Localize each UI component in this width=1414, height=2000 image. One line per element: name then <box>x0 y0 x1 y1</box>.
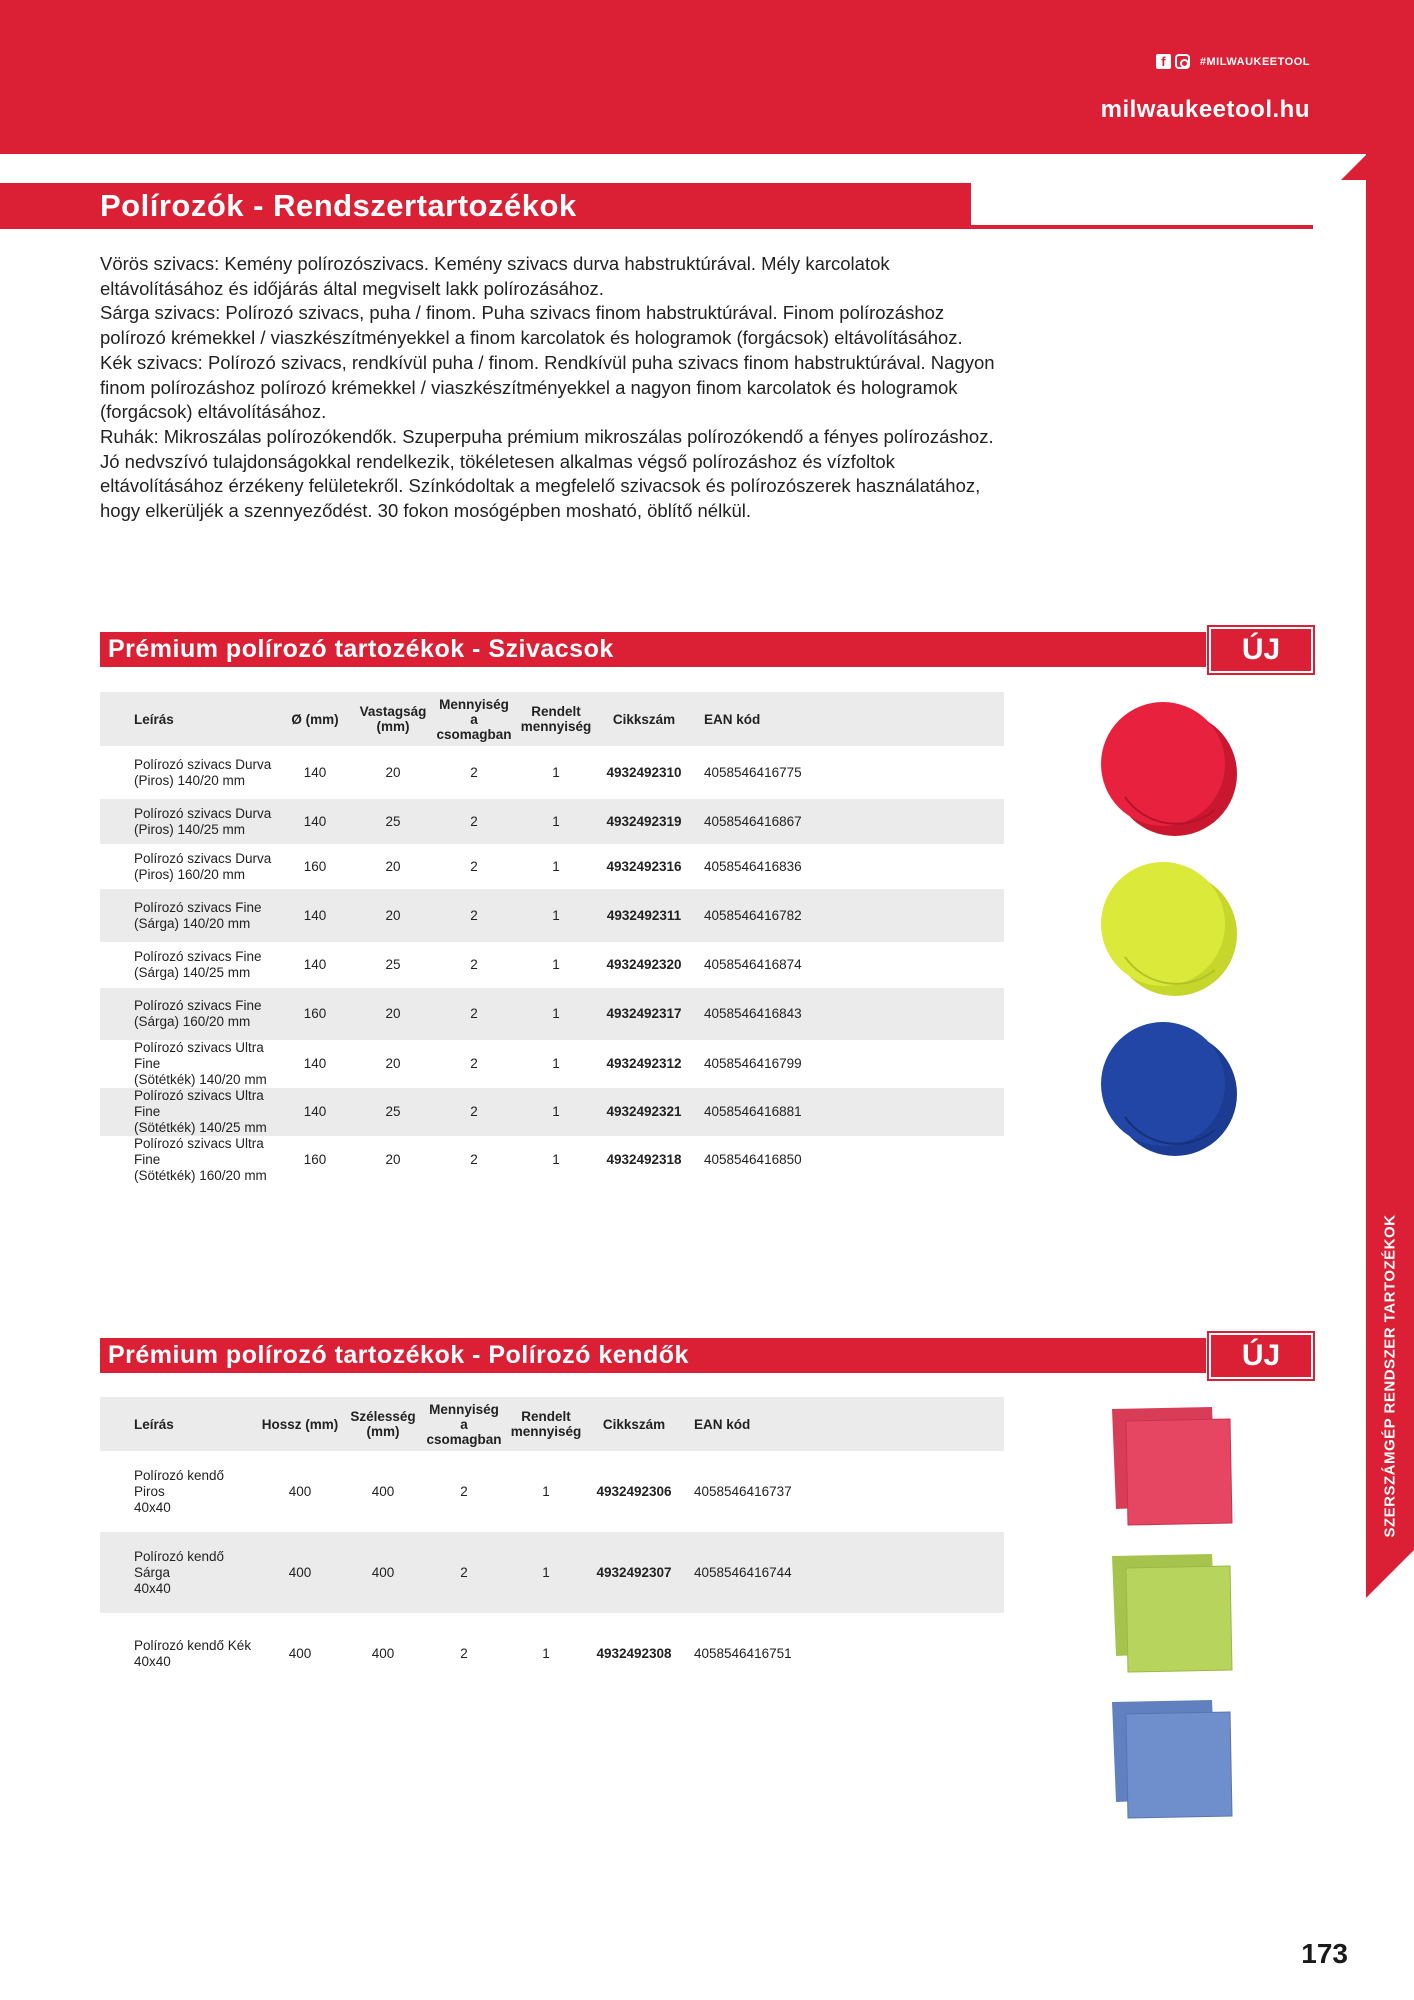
yellow-sponge-image <box>1095 852 1245 1002</box>
page-title: Polírozók - Rendszertartozékok <box>100 188 577 223</box>
col-header-order: Rendelt mennyiség <box>516 692 596 746</box>
intro-line: eltávolításához érzékeny felületekről. Színkódoltak a megfelelő szivacsok és polírozószerek használatához, <box>100 475 981 497</box>
table-row: Polírozó kendő Piros 40x40 400 400 2 1 4932492306 4058546416737 <box>134 1467 792 1515</box>
cloths-new-badge: ÚJ <box>1209 1333 1313 1379</box>
table-row: Polírozó kendő Sárga 40x40 400 400 2 1 4932492307 4058546416744 <box>100 1532 1004 1613</box>
intro-line: Kék szivacs: Polírozó szivacs, rendkívül puha / finom. Rendkívül puha szivacs finom habstruktúrával. Nagyon <box>100 351 995 373</box>
table-header-row <box>100 1397 1004 1451</box>
side-band-notch <box>1341 154 1367 180</box>
title-rule <box>971 225 1313 229</box>
col-header-ean: EAN kód <box>692 692 1004 746</box>
intro-line: Ruhák: Mikroszálas polírozókendők. Szuperpuha prémium mikroszálas polírozókendő a fényes polírozáshoz. <box>100 425 994 447</box>
col-header-qty: Mennyiség a csomagban <box>432 692 516 746</box>
col-header-width: Szélesség (mm) <box>344 1397 422 1451</box>
col-header-code: Cikkszám <box>586 1397 682 1451</box>
social-links <box>1156 54 1310 69</box>
intro-line: Sárga szivacs: Polírozó szivacs, puha / finom. Puha szivacs finom habstruktúrával. Finom polírozáshoz <box>100 302 945 324</box>
red-cloth-image <box>1108 1405 1238 1535</box>
intro-line: Vörös szivacs: Kemény polírozószivacs. Kemény szivacs durva habstruktúrával. Mély karcolatok <box>100 253 890 274</box>
table-row: Polírozó szivacs Fine (Sárga) 160/20 mm 160 20 2 1 4932492317 4058546416843 <box>100 988 1004 1040</box>
blue-cloth-image <box>1108 1698 1238 1828</box>
side-band-tail <box>1366 1550 1414 1598</box>
intro-line: Jó nedvszívó tulajdonságokkal rendelkezik, tökéletesen alkalmas végső polírozáshoz és vízfoltok <box>100 450 895 472</box>
col-header-length: Hossz (mm) <box>256 1397 344 1451</box>
red-sponge-image <box>1095 692 1245 842</box>
cloths-table <box>100 1397 1004 1694</box>
intro-line: hogy elkerüljék a szennyeződést. 30 fokon mosógépben mosható, öblítő nélkül. <box>100 500 751 522</box>
col-header-ean: EAN kód <box>682 1397 1004 1451</box>
table-row: Polírozó szivacs Ultra Fine (Sötétkék) 160/20 mm 160 20 2 1 4932492318 4058546416850 <box>134 1136 802 1183</box>
table-row: Polírozó szivacs Ultra Fine (Sötétkék) 140/20 mm 140 20 2 1 4932492312 4058546416799 <box>134 1040 802 1087</box>
table-row: Polírozó szivacs Durva (Piros) 140/25 mm 140 25 2 1 4932492319 4058546416867 <box>100 799 1004 844</box>
table-row: Polírozó kendő Kék 40x40 400 400 2 1 4932492308 4058546416751 <box>134 1637 792 1669</box>
blue-sponge-image <box>1095 1012 1245 1162</box>
site-url[interactable]: milwaukeetool.hu <box>1100 96 1310 123</box>
sponges-section-title: Prémium polírozó tartozékok - Szivacsok <box>108 635 614 663</box>
facebook-icon[interactable]: f <box>1156 54 1171 69</box>
table-row: Polírozó szivacs Durva (Piros) 160/20 mm 160 20 2 1 4932492316 4058546416836 <box>134 850 802 882</box>
header-band <box>0 0 1414 154</box>
table-row: Polírozó szivacs Fine (Sárga) 140/25 mm 140 25 2 1 4932492320 4058546416874 <box>134 949 802 980</box>
side-label: SZERSZÁMGÉP RENDSZER TARTOZÉKOK <box>1381 1214 1399 1538</box>
sponges-new-badge: ÚJ <box>1209 627 1313 673</box>
col-header-thickness: Vastagság (mm) <box>354 692 432 746</box>
intro-line: (forgácsok) eltávolításához. <box>100 401 327 423</box>
intro-text <box>100 252 1040 524</box>
col-header-desc: Leírás <box>100 692 276 746</box>
yellow-cloth-image <box>1108 1552 1238 1682</box>
table-row: Polírozó szivacs Fine (Sárga) 140/20 mm 140 20 2 1 4932492311 4058546416782 <box>100 889 1004 942</box>
instagram-icon[interactable] <box>1175 54 1190 69</box>
hashtag: #MILWAUKEETOOL <box>1199 55 1310 68</box>
col-header-order: Rendelt mennyiség <box>506 1397 586 1451</box>
col-header-diameter: Ø (mm) <box>276 692 354 746</box>
intro-line: finom polírozáshoz polírozó krémekkel / viaszkészítményekkel a nagyon finom karcolatok és hologramok <box>100 376 958 398</box>
table-row: Polírozó szivacs Durva (Piros) 140/20 mm 140 20 2 1 4932492310 4058546416775 <box>134 756 802 788</box>
page-number: 173 <box>1301 1938 1348 1969</box>
cloths-section-title: Prémium polírozó tartozékok - Polírozó kendők <box>108 1341 689 1369</box>
sponges-table <box>100 692 1004 1184</box>
table-row: Polírozó szivacs Ultra Fine (Sötétkék) 140/25 mm 140 25 2 1 4932492321 4058546416881 <box>100 1088 1004 1136</box>
intro-line: polírozó krémekkel / viaszkészítményekkel a finom karcolatok és hologramok (forgácsok) eltávolításához. <box>100 327 963 349</box>
col-header-desc: Leírás <box>100 1397 256 1451</box>
col-header-qty: Mennyiség a csomagban <box>422 1397 506 1451</box>
col-header-code: Cikkszám <box>596 692 692 746</box>
table-header-row <box>100 692 1004 746</box>
intro-line: eltávolításához és időjárás által megviselt lakk polírozásához. <box>100 277 604 299</box>
